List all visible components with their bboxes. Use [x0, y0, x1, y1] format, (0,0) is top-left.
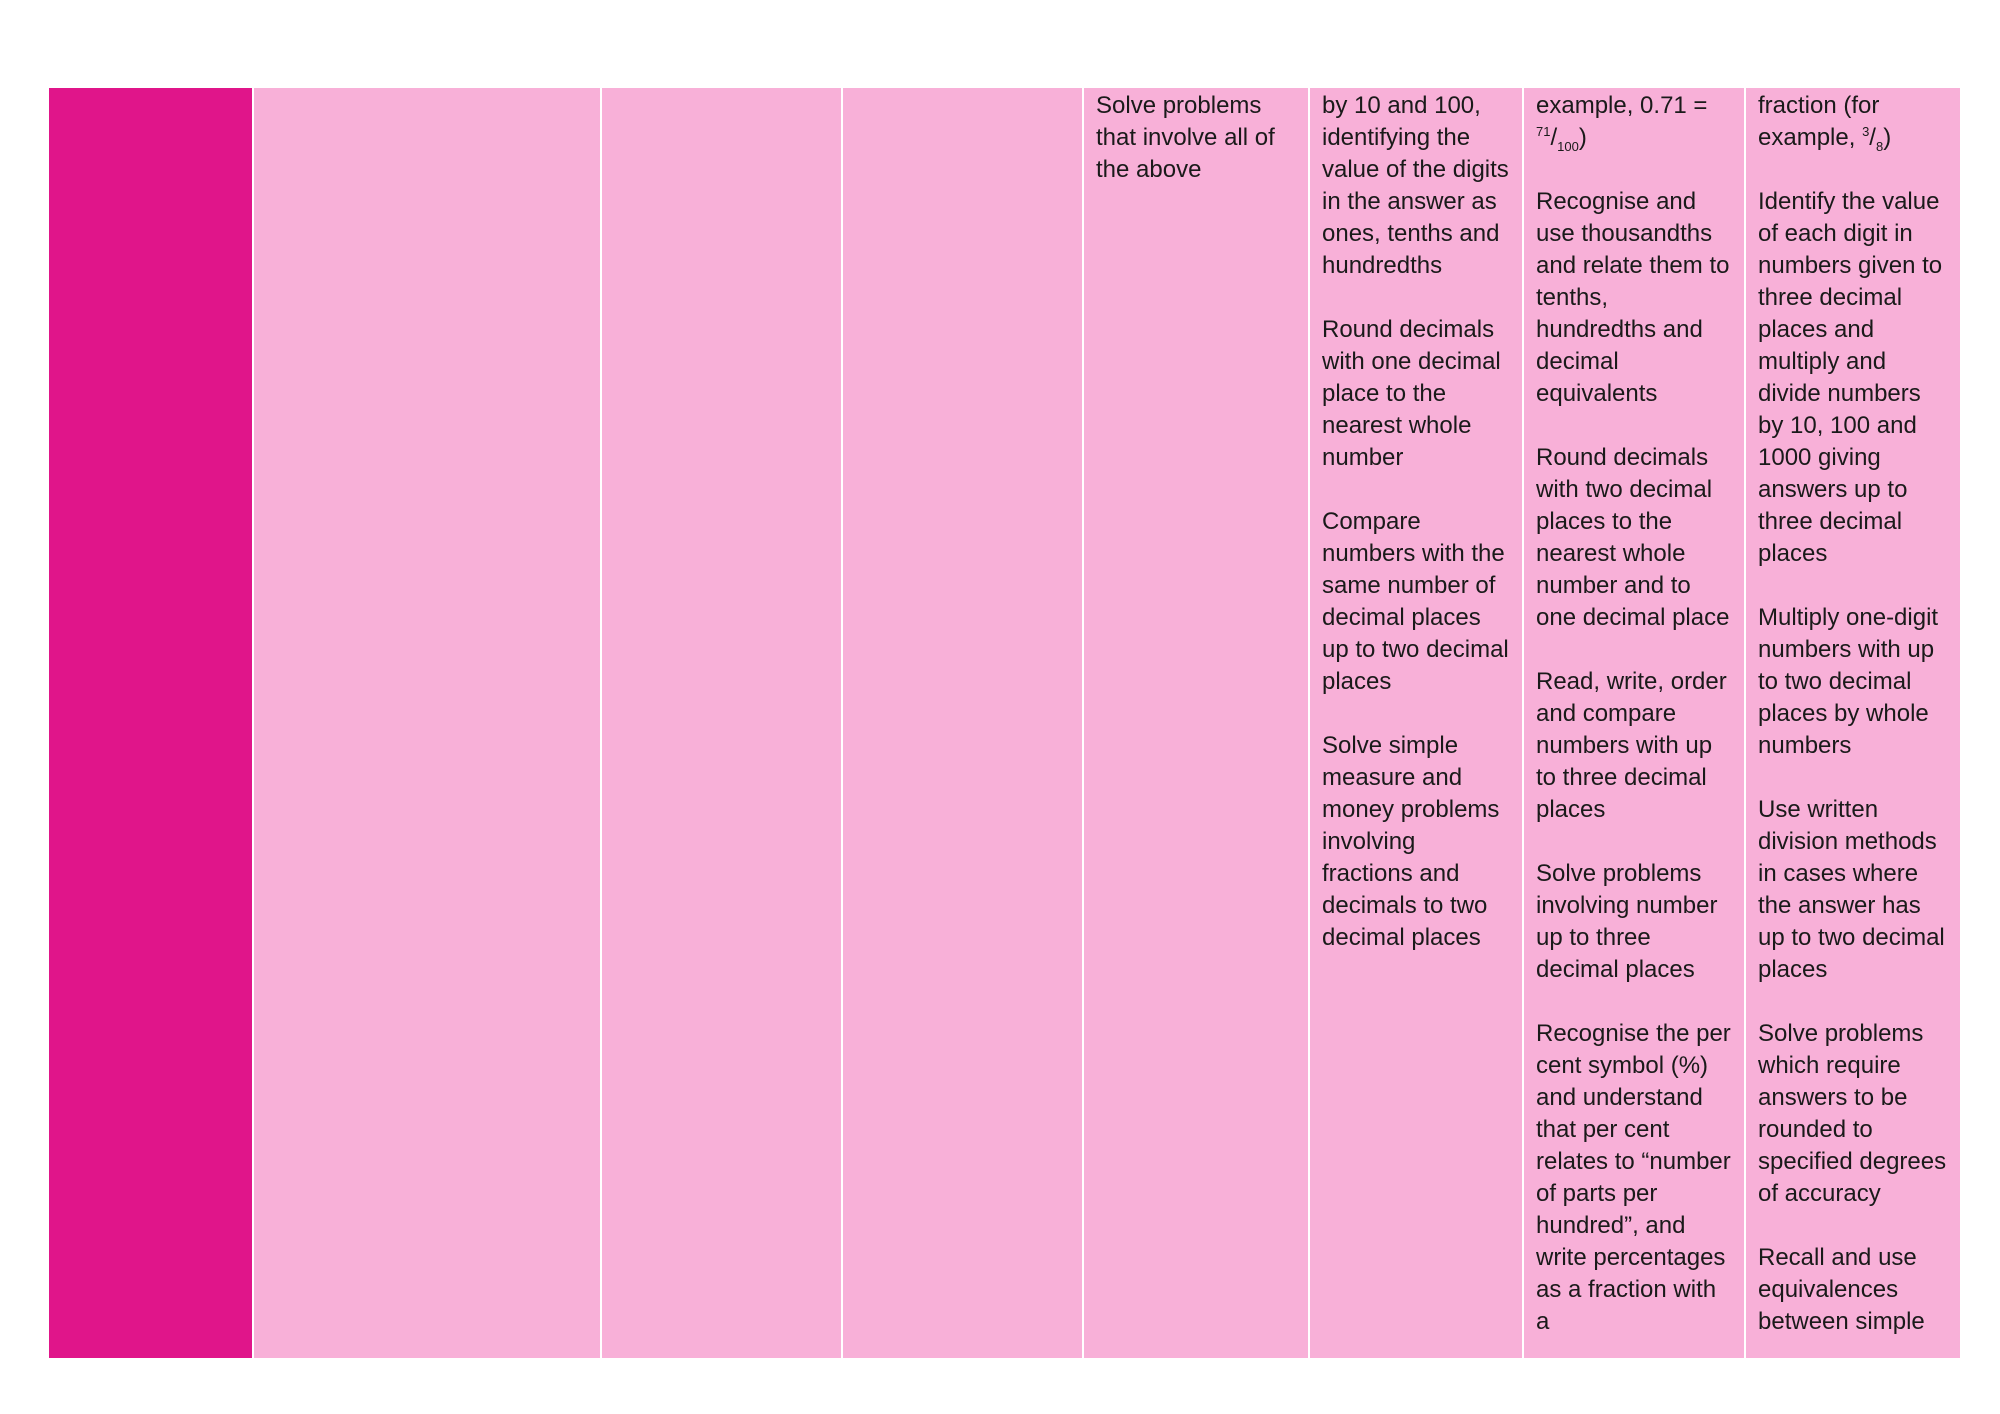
column-year4b: [1310, 88, 1524, 1358]
cell-paragraph: Compare numbers with the same number of decimal places up to two decimal places: [1322, 508, 1509, 695]
column-reception: [602, 88, 843, 1358]
fraction-numerator: 71: [1536, 124, 1551, 139]
cell-intro: [1758, 90, 1948, 154]
cell-paragraph: Identify the value of each digit in numbers given to three decimal places and multiply and divide numbers by 10, 100 and 1000 giving answers up to three decimal places: [1758, 188, 1943, 567]
cell-paragraph: by 10 and 100, identifying the value of the digits in the answer as ones, tenths and hundredths: [1322, 92, 1509, 279]
column-year6: [1746, 88, 1960, 1358]
cell-paragraph: Use written division methods in cases where the answer has up to two decimal places: [1758, 796, 1945, 983]
cell-paragraph: Read, write, order and compare numbers with up to three decimal places: [1536, 668, 1727, 823]
cell-paragraph: Solve problems involving number up to three decimal places: [1536, 860, 1718, 983]
column-year4: [1084, 88, 1310, 1358]
intro-prefix: fraction (for example,: [1758, 92, 1880, 151]
year6-cell: [1758, 88, 1948, 1338]
cell-paragraph: Solve simple measure and money problems involving fractions and decimals to two decimal places: [1322, 732, 1500, 951]
cell-paragraph: Multiply one-digit numbers with up to two decimal places by whole numbers: [1758, 604, 1939, 759]
cell-intro: [1536, 90, 1732, 154]
intro-prefix: example, 0.71 =: [1536, 92, 1708, 119]
curriculum-table: [49, 88, 1960, 1358]
column-nursery: [254, 88, 602, 1358]
cell-paragraph: Recognise and use thousandths and relate them to tenths, hundredths and decimal equivalents: [1536, 188, 1730, 407]
cell-paragraph: Round decimals with one decimal place to the nearest whole number: [1322, 316, 1501, 471]
cell-paragraph: Solve problems which require answers to be rounded to specified degrees of accuracy: [1758, 1020, 1947, 1207]
fraction-slash: /: [1550, 124, 1558, 151]
fraction-denominator: 100: [1557, 138, 1579, 154]
cell-paragraph: Recall and use equivalences between simple: [1758, 1244, 1925, 1335]
cell-paragraph: Recognise the per cent symbol (%) and understand that per cent relates to “number of parts per hundred”, and write percentages as a fraction with a: [1536, 1020, 1731, 1335]
fraction-denominator: 8: [1875, 138, 1884, 154]
year4-cell: [1096, 88, 1296, 186]
cell-paragraph: Round decimals with two decimal places to the nearest whole number and to one decimal place: [1536, 444, 1730, 631]
column-year5: [1524, 88, 1746, 1358]
column-year1: [843, 88, 1084, 1358]
intro-suffix: ): [1883, 124, 1892, 151]
fraction-numerator: 3: [1862, 124, 1870, 139]
cell-paragraph: Solve problems that involve all of the above: [1096, 92, 1275, 183]
heading-column: [49, 88, 254, 1358]
fraction-slash: /: [1869, 124, 1876, 151]
year5-cell: [1536, 88, 1732, 1338]
intro-suffix: ): [1578, 124, 1587, 151]
year4b-cell: [1322, 88, 1510, 954]
